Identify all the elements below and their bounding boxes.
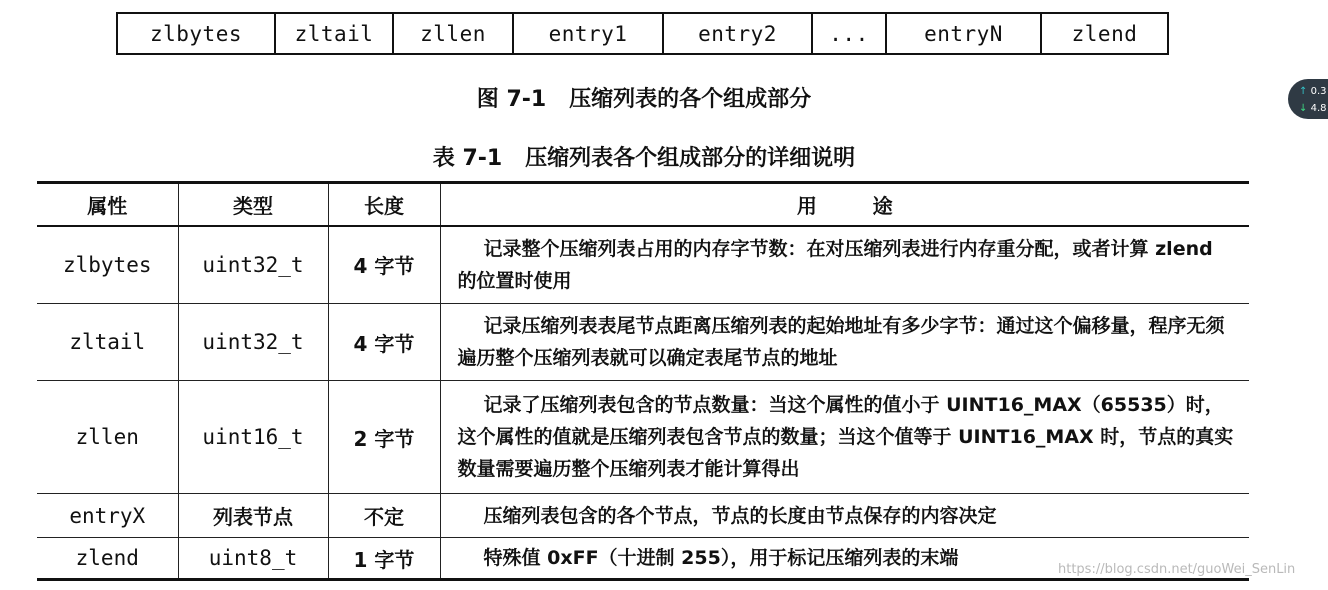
- cell-purpose: 记录了压缩列表包含的节点数量：当这个属性的值小于 UINT16_MAX（65535）时，这个属性的值就是压缩列表包含节点的数量；当这个值等于 UINT16_MAX 时，节点的真实数量需要遍历整个压缩列表才能计算得出: [440, 381, 1249, 494]
- fig-cell-ellipsis: ...: [813, 14, 887, 53]
- cell-attr: zlend: [37, 538, 178, 580]
- arrow-down-icon: ↓: [1299, 103, 1308, 114]
- header-attr: 属性: [37, 183, 178, 226]
- fig-cell-zlbytes: zlbytes: [118, 14, 276, 53]
- header-type: 类型: [178, 183, 328, 226]
- cell-length: 2 字节: [328, 381, 440, 494]
- cell-purpose: 记录压缩列表表尾节点距离压缩列表的起始地址有多少字节：通过这个偏移量，程序无须遍历整个压缩列表就可以确定表尾节点的地址: [440, 304, 1249, 381]
- cell-type: uint16_t: [178, 381, 328, 494]
- ziplist-structure-diagram: [116, 12, 1169, 55]
- fig-cell-zlend: zlend: [1071, 21, 1138, 46]
- arrow-up-icon: ↑: [1299, 86, 1308, 97]
- fig-cell-entryN: entryN: [887, 14, 1042, 53]
- cell-type: uint8_t: [178, 538, 328, 580]
- cell-attr: zlbytes: [37, 226, 178, 304]
- network-speed-widget[interactable]: [1288, 79, 1328, 119]
- download-speed: [1299, 100, 1328, 117]
- table-row: [37, 494, 1249, 538]
- cell-purpose: 特殊值 0xFF（十进制 255），用于标记压缩列表的末端: [440, 538, 1249, 580]
- upload-value: 0.3: [1310, 86, 1327, 97]
- cell-attr: zllen: [37, 381, 178, 494]
- table-row: [37, 381, 1249, 494]
- table-row: [37, 304, 1249, 381]
- cell-type: uint32_t: [178, 304, 328, 381]
- ziplist-fields-table: [37, 181, 1249, 581]
- cell-length: 1 字节: [328, 538, 440, 580]
- cell-purpose: 记录整个压缩列表占用的内存字节数：在对压缩列表进行内存重分配，或者计算 zlend 的位置时使用: [440, 226, 1249, 304]
- cell-length: 4 字节: [328, 304, 440, 381]
- cell-length: 4 字节: [328, 226, 440, 304]
- fig-cell-zllen: zllen: [394, 14, 514, 53]
- watermark: https://blog.csdn.net/guoWei_SenLin: [1058, 562, 1296, 577]
- fig-cell-entry2: entry2: [664, 14, 813, 53]
- cell-purpose: 压缩列表包含的各个节点，节点的长度由节点保存的内容决定: [440, 494, 1249, 538]
- fig-cell-zltail: zltail: [276, 14, 394, 53]
- header-length: 长度: [328, 183, 440, 226]
- cell-type: uint32_t: [178, 226, 328, 304]
- fig-cell-entry1: entry1: [514, 14, 664, 53]
- table-row: [37, 226, 1249, 304]
- cell-attr: entryX: [37, 494, 178, 538]
- cell-attr: zltail: [37, 304, 178, 381]
- header-purpose: 用 途: [440, 183, 1249, 226]
- table-caption: 表 7-1 压缩列表各个组成部分的详细说明: [432, 146, 856, 171]
- table-header-row: [37, 183, 1249, 226]
- figure-caption: 图 7-1 压缩列表的各个组成部分: [476, 87, 812, 112]
- upload-speed: [1299, 83, 1328, 100]
- cell-length: 不定: [328, 494, 440, 538]
- download-value: 4.8: [1310, 103, 1327, 114]
- cell-type: 列表节点: [178, 494, 328, 538]
